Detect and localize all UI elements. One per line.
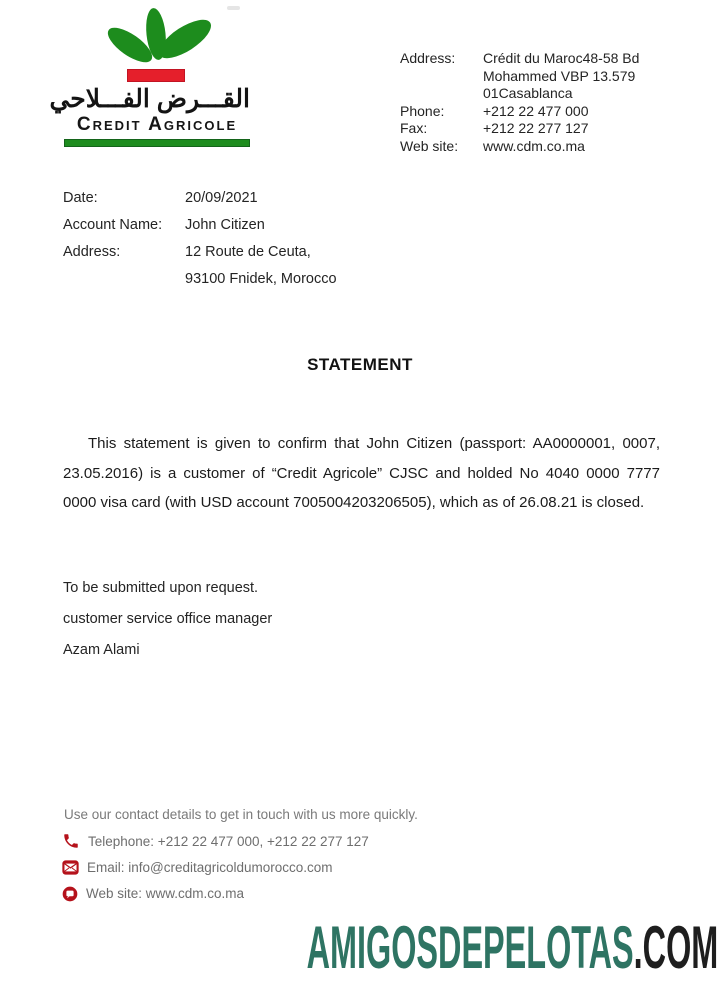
footer-contact-block [62,807,418,902]
bank-website-row [400,138,639,156]
bank-contact-block [400,50,639,155]
account-name-row [63,217,337,233]
footer-email-text: Email: info@creditagricoldumorocco.com [87,860,333,875]
bank-logo [49,6,250,147]
bank-address-label: Address: [400,50,456,66]
phone-icon [62,832,80,850]
closing-line2: customer service office manager [63,611,273,627]
date-row [63,190,337,206]
bank-phone-value: +212 22 477 000 [483,102,589,119]
footer-website-text: Web site: www.cdm.co.ma [86,886,245,901]
watermark-tld: .COM [633,914,718,981]
date-value: 20/09/2021 [185,190,258,206]
recipient-address-label: Address: [63,244,121,260]
footer-telephone-text: Telephone: +212 22 477 000, +212 22 277 127 [88,833,369,849]
bank-fax-row [400,120,639,138]
date-label: Date: [63,190,98,206]
recipient-address-row [63,244,337,260]
bank-fax-label: Fax: [400,120,428,136]
bank-phone-label: Phone: [400,102,445,119]
footer-intro: Use our contact details to get in touch with us more quickly. [64,807,418,822]
bank-address-row [400,50,639,103]
bank-website-value: www.cdm.co.ma [483,137,585,154]
logo-leaves-icon [64,6,250,68]
recipient-address-row2 [63,271,337,287]
logo-green-bar [64,139,250,147]
account-name-value: John Citizen [185,217,265,233]
site-watermark [306,914,718,981]
bank-fax-value: +212 22 277 127 [483,120,589,136]
footer-email-line [62,859,418,876]
recipient-block [63,190,337,298]
closing-line1: To be submitted upon request. [63,580,259,596]
logo-arabic-name: القـــرض الفـــلاحي [49,85,250,113]
signature-name: Azam Alami [63,642,140,658]
statement-body: This statement is given to confirm that John Citizen (passport: AA0000001, 0007, 23.05.2016) is a customer of “Credit Agricole” CJSC and holded No 4040 0000 7777 0000 visa card (with USD account 7005004203206505), which as of 26.08.21 is closed. [63,435,660,511]
bank-address-line: Crédit du Maroc48-58 Bd [483,50,640,66]
bank-address-line: 01Casablanca [483,85,573,101]
watermark-name: AMIGOSDEPELOTAS [306,914,634,981]
bank-address-line: Mohammed VBP 13.579 [483,67,636,84]
footer-telephone-line [62,832,418,850]
recipient-address-line1: 12 Route de Ceuta, [185,244,311,260]
closing-block [63,580,272,673]
bank-website-label: Web site: [400,137,459,154]
account-name-label: Account Name: [63,217,163,233]
recipient-address-line2: 93100 Fnidek, Morocco [185,271,337,287]
email-icon [62,860,79,875]
logo-red-bar [127,69,185,82]
page-title: STATEMENT [307,355,413,374]
web-icon [62,886,78,902]
bank-phone-row [400,103,639,121]
logo-latin-name: Credit Agricole [76,114,238,135]
footer-website-line [62,885,418,902]
